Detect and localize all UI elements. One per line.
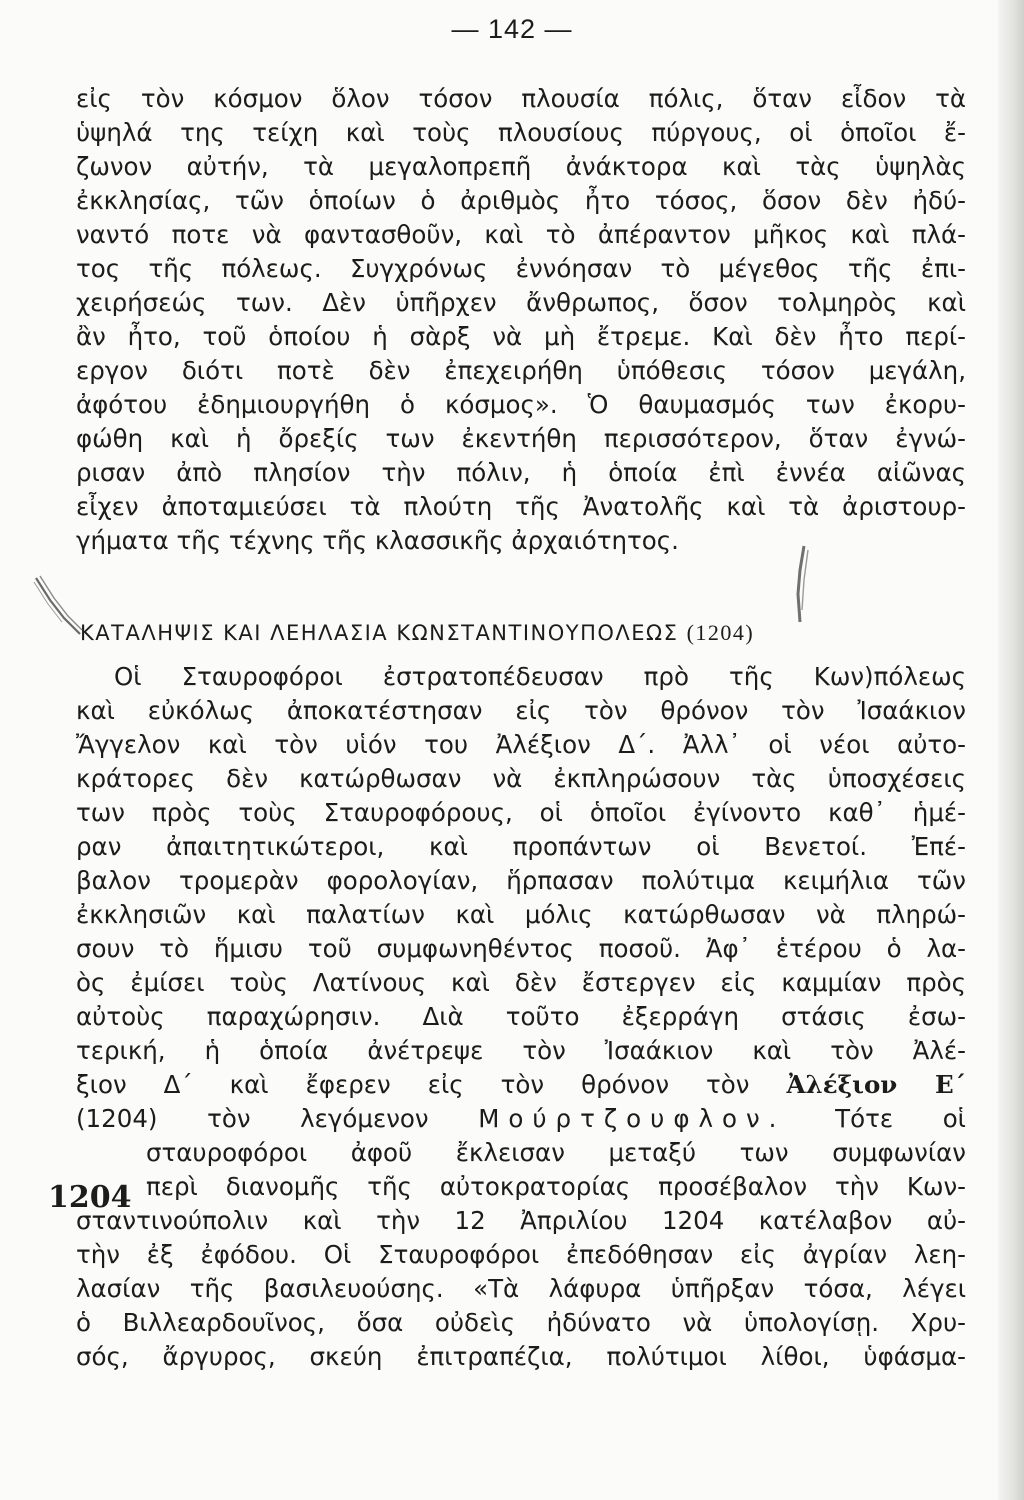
text-line: σταντινούπολιν καὶ τὴν 12 Ἀπριλίου 1204 κατέλαβον αὐ- — [76, 1206, 966, 1235]
text-line: ναντό ποτε νὰ φαντασθοῦν, καὶ τὸ ἀπέραντον μῆκος καὶ πλά- — [76, 220, 966, 249]
pencil-mark-right — [780, 540, 820, 630]
text-line: εργον διότι ποτὲ δὲν ἐπεχειρήθη ὑπόθεσις τόσον μεγάλη, — [76, 356, 966, 385]
page-number: — 142 — — [451, 14, 573, 44]
text-line: κράτορες δὲν κατώρθωσαν νὰ ἐκπληρώσουν τὰς ὑποσχέσεις — [76, 764, 966, 793]
text-line: ἐκκλησίας, τῶν ὁποίων ὁ ἀριθμὸς ἦτο τόσος, ὅσον δὲν ἠδύ- — [76, 186, 966, 215]
text-line: φώθη καὶ ἡ ὄρεξίς των ἐκεντήθη περισσότερον, ὅταν ἐγνώ- — [76, 424, 966, 453]
text-line: ζωνον αὐτήν, τὰ μεγαλοπρεπῆ ἀνάκτορα καὶ τὰς ὑψηλὰς — [76, 152, 966, 181]
text-line: Οἱ Σταυροφόροι ἐστρατοπέδευσαν πρὸ τῆς Κων)πόλεως — [114, 662, 966, 691]
text-line: ὁ Βιλλεαρδουῖνος, ὅσα οὐδεὶς ἠδύνατο νὰ ὑπολογίσῃ. Χρυ- — [76, 1308, 966, 1337]
text-line: ὸς ἐμίσει τοὺς Λατίνους καὶ δὲν ἔστεργεν εἰς καμμίαν πρὸς — [76, 968, 966, 997]
text-line: σός, ἄργυρος, σκεύη ἐπιτραπέζια, πολύτιμοι λίθοι, ὑφάσμα- — [76, 1342, 966, 1371]
paragraph-1 — [76, 82, 966, 558]
bold-name-alexios: Ἀλέξιον Ε΄ — [786, 1070, 966, 1099]
text-line: λασίαν τῆς βασιλευούσης. «Τὰ λάφυρα ὑπῆρξαν τόσα, λέγει — [76, 1274, 966, 1303]
text-line: εἰς τὸν κόσμον ὅλον τόσον πλουσία πόλις, ὅταν εἶδον τὰ — [76, 84, 966, 113]
text-line: ἐκκλησιῶν καὶ παλατίων καὶ μόλις κατώρθωσαν νὰ πληρώ- — [76, 900, 966, 929]
paragraph-2 — [76, 660, 966, 1374]
text-line: των πρὸς τοὺς Σταυροφόρους, οἱ ὁποῖοι ἐγίνοντο καθ᾿ ἡμέ- — [76, 798, 966, 827]
spaced-name-murtzouflos: Μούρτζουφλον. — [478, 1104, 786, 1133]
text-line: τος τῆς πόλεως. Συγχρόνως ἐννόησαν τὸ μέγεθος τῆς ἐπι- — [76, 254, 966, 283]
text-line: ἀφότου ἐδημιουργήθη ὁ κόσμος». Ὁ θαυμασμός των ἐκορυ- — [76, 390, 966, 419]
page-binding-edge — [998, 0, 1024, 1500]
text-line: ραν ἀπαιτητικώτεροι, καὶ προπάντων οἱ Βενετοί. Ἐπέ- — [76, 832, 966, 861]
section-heading-text: ΚΑΤΑΛΗΨΙΣ ΚΑΙ ΛΕΗΛΑΣΙΑ ΚΩΝΣΤΑΝΤΙΝΟΥΠΟΛΕΩΣ — [80, 621, 679, 645]
text-line: Ἄγγελον καὶ τὸν υἱόν του Ἀλέξιον Δ΄. Ἀλλ᾿ οἱ νέοι αὐτο- — [76, 730, 966, 759]
text-line: ρισαν ἀπὸ πλησίον τὴν πόλιν, ἡ ὁποία ἐπὶ ἐννέα αἰῶνας — [76, 458, 966, 487]
text-line: καὶ εὐκόλως ἀποκατέστησαν εἰς τὸν θρόνον τὸν Ἰσαάκιον — [76, 696, 966, 725]
text-line-murtzouflos — [76, 1102, 966, 1136]
text-line: ἂν ἦτο, τοῦ ὁποίου ἡ σὰρξ νὰ μὴ ἔτρεμε. Καὶ δὲν ἦτο περί- — [76, 322, 966, 351]
section-heading — [80, 620, 940, 646]
margin-year-label: 1204 — [48, 1180, 132, 1215]
text-fragment: (1204) τὸν λεγόμενον — [76, 1104, 429, 1133]
text-line: αὐτοὺς παραχώρησιν. Διὰ τοῦτο ἐξερράγη στάσις ἐσω- — [76, 1002, 966, 1031]
text-fragment: ξιον Δ΄ καὶ ἔφερεν εἰς τὸν θρόνον τὸν — [76, 1070, 750, 1099]
text-line: τὴν ἐξ ἐφόδου. Οἱ Σταυροφόροι ἐπεδόθησαν εἰς ἀγρίαν λεη- — [76, 1240, 966, 1269]
text-line: σταυροφόροι ἀφοῦ ἔκλεισαν μεταξύ των συμφωνίαν — [146, 1138, 966, 1167]
text-line: χειρήσεώς των. Δὲν ὑπῆρχεν ἄνθρωπος, ὅσον τολμηρὸς καὶ — [76, 288, 966, 317]
text-line: ὑψηλά της τείχη καὶ τοὺς πλουσίους πύργους, οἱ ὁποῖοι ἔ- — [76, 118, 966, 147]
text-line: εἶχεν ἀποταμιεύσει τὰ πλούτη τῆς Ἀνατολῆς καὶ τὰ ἀριστουρ- — [76, 492, 966, 521]
section-heading-year: (1204) — [686, 620, 755, 645]
text-line: βαλον τρομερὰν φορολογίαν, ἥρπασαν πολύτιμα κειμήλια τῶν — [76, 866, 966, 895]
text-line: περὶ διανομῆς τῆς αὐτοκρατορίας προσέβαλον τὴν Κων- — [146, 1172, 966, 1201]
text-line: τερική, ἡ ὁποία ἀνέτρεψε τὸν Ἰσαάκιον καὶ τὸν Ἀλέ- — [76, 1036, 966, 1065]
text-line: γήματα τῆς τέχνης τῆς κλασσικῆς ἀρχαιότητος. — [76, 526, 679, 555]
text-line: σουν τὸ ἥμισυ τοῦ συμφωνηθέντος ποσοῦ. Ἀφ᾿ ἑτέρου ὁ λα- — [76, 934, 966, 963]
text-fragment: Τότε οἱ — [835, 1104, 966, 1133]
text-line-alexios — [76, 1068, 966, 1102]
